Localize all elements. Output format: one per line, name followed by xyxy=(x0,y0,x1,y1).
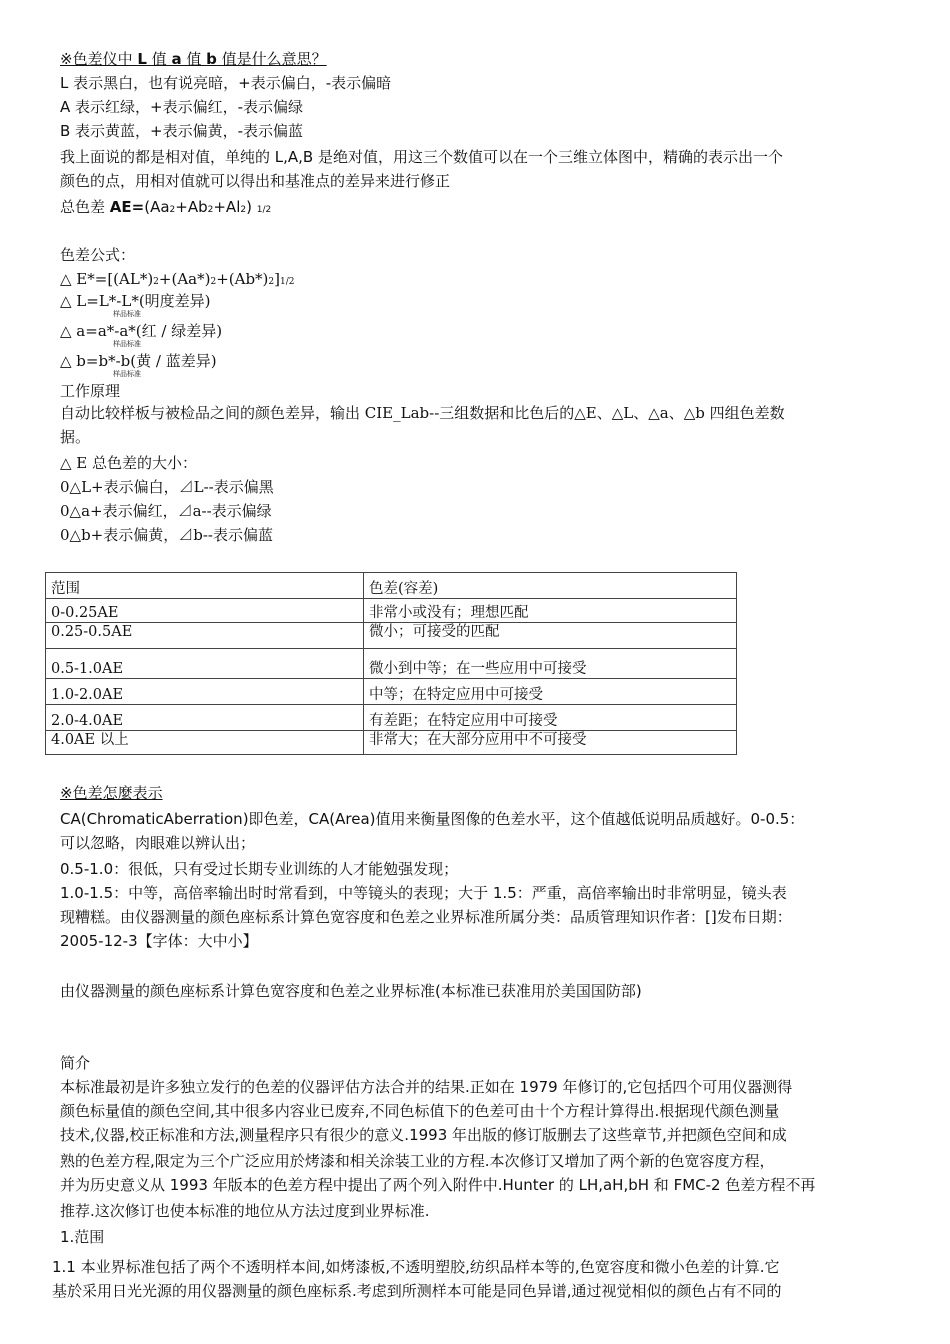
formula-text: +(Aa*) xyxy=(158,270,211,288)
table-cell: 非常大；在大部分应用中不可接受 xyxy=(364,731,737,755)
text-line: 1.1 本业界标准包括了两个不透明样本间,如烤漆板,不透明塑胶,纺织品样本等的,色宽容度和微小色差的计算.它 xyxy=(52,1258,780,1276)
text-line: 0△L+表示偏白，⊿L--表示偏黑 xyxy=(60,478,274,496)
delta-e-formula xyxy=(60,268,295,290)
formula-subscript: 2 xyxy=(153,277,159,287)
table-row xyxy=(46,731,737,755)
text-line: 颜色标量值的颜色空间,其中很多内容业已废弃,不同色标值下的色差可由十个方程计算得出.根据现代颜色测量 xyxy=(60,1102,780,1120)
formula-subscript: 2 xyxy=(210,277,217,287)
delta-b-formula: △ b=b*-b(黄 / 蓝差异) xyxy=(60,352,217,370)
formula-text: Aa xyxy=(150,198,170,216)
formula-exponent: 1/2 xyxy=(256,205,272,215)
formula-subscript: 2 xyxy=(268,277,275,287)
table-cell: 4.0AE 以上 xyxy=(46,731,364,755)
table-header-cell: 范围 xyxy=(46,573,364,599)
text-line: 我上面说的都是相对值，单纯的 L,A,B 是绝对值，用这三个数值可以在一个三维立体图中，精确的表示出一个 xyxy=(60,148,783,166)
delta-l-formula: △ L=L*-L*(明度差异) xyxy=(60,292,211,310)
table-cell: 2.0-4.0AE xyxy=(46,705,364,731)
table-row xyxy=(46,649,737,679)
section-title: 简介 xyxy=(60,1054,91,1072)
table-cell: 有差距；在特定应用中可接受 xyxy=(364,705,737,731)
text-line: 0△b+表示偏黄，⊿b--表示偏蓝 xyxy=(60,526,273,544)
section-title: 色差公式： xyxy=(60,246,136,264)
formula-text: ] xyxy=(274,270,281,288)
text-line: CA(ChromaticAberration)即色差，CA(Area)值用来衡量图像的色差水平，这个值越低说明品质越好。0-0.5： xyxy=(60,810,805,828)
heading-b: b xyxy=(206,50,217,68)
section-title: 工作原理 xyxy=(60,382,121,400)
formula-subscript: 2 xyxy=(169,205,176,215)
text-line: 并为历史意义从 1993 年版本的色差方程中提出了两个列入附件中.Hunter 的 LH,aH,bH 和 FMC-2 色差方程不再 xyxy=(60,1176,816,1194)
table-row xyxy=(46,599,737,623)
heading-text: 值 xyxy=(146,50,172,68)
delta-a-formula: △ a=a*-a*(红 / 绿差异) xyxy=(60,322,223,340)
text-line: B 表示黄蓝，+表示偏黄，-表示偏蓝 xyxy=(60,122,304,140)
formula-text: △ E*=[(AL*) xyxy=(60,270,154,288)
text-line: 可以忽略，肉眼难以辨认出； xyxy=(60,834,256,852)
text-line: 熟的色差方程,限定为三个广泛应用於烤漆和相关涂装工业的方程.本次修订又增加了两个新的色宽容度方程， xyxy=(60,1152,775,1170)
formula-exponent: 1/2 xyxy=(280,277,295,287)
formula-text: +(Ab*) xyxy=(216,270,269,288)
table-row xyxy=(46,705,737,731)
text-line: 基於采用日光光源的用仪器测量的颜色座标系.考虑到所测样本可能是同色异谱,通过视觉相似的颜色占有不同的 xyxy=(52,1282,782,1300)
formula-text: 总色差 xyxy=(60,198,110,216)
text-line: 本标准最初是许多独立发行的色差的仪器评估方法合并的结果.正如在 1979 年修订的,它包括四个可用仪器测得 xyxy=(60,1078,793,1096)
text-line: 0.5-1.0：很低，只有受过长期专业训练的人才能勉强发现； xyxy=(60,860,459,878)
formula-subscript: 2 xyxy=(240,205,247,215)
table-row xyxy=(46,623,737,649)
table-header-cell: 色差(容差) xyxy=(364,573,737,599)
color-difference-table xyxy=(45,572,737,755)
sample-standard-label: 样品标准 xyxy=(113,370,141,378)
heading-a: a xyxy=(171,50,182,68)
table-cell: 非常小或没有；理想匹配 xyxy=(364,599,737,623)
text-line: L 表示黑白，也有说亮暗，+表示偏白，-表示偏暗 xyxy=(60,74,392,92)
heading-l: L xyxy=(137,50,147,68)
section-title: ※色差怎麼表示 xyxy=(60,784,163,802)
formula-text: +Al xyxy=(213,198,241,216)
text-line: 推荐.这次修订也使本标准的地位从方法过度到业界标准. xyxy=(60,1202,430,1220)
table-cell: 0.25-0.5AE xyxy=(46,623,364,649)
table-cell: 微小到中等；在一些应用中可接受 xyxy=(364,649,737,679)
text-line: 据。 xyxy=(60,428,91,446)
formula-text: ) xyxy=(246,198,252,216)
text-line: 1.0-1.5：中等，高倍率输出时时常看到，中等镜头的表现；大于 1.5：严重，高倍率输出时非常明显，镜头表 xyxy=(60,884,787,902)
formula-text: ( xyxy=(144,198,151,216)
heading-lab-meaning xyxy=(60,48,327,70)
formula-subscript: 2 xyxy=(207,205,214,215)
section-title: 1.范围 xyxy=(60,1228,105,1246)
sample-standard-label: 样品标准 xyxy=(113,310,141,318)
heading-text: 值是什么意思？ xyxy=(216,50,327,68)
heading-text: ※色差仪中 xyxy=(60,50,138,68)
heading-text: 值 xyxy=(181,50,207,68)
text-line: 2005-12-3【字体：大中小】 xyxy=(60,932,258,950)
text-line: 0△a+表示偏红，⊿a--表示偏绿 xyxy=(60,502,272,520)
sample-standard-label: 样品标准 xyxy=(113,340,141,348)
table-cell: 中等；在特定应用中可接受 xyxy=(364,679,737,705)
text-line: 现糟糕。由仪器测量的颜色座标系计算色宽容度和色差之业界标准所属分类：品质管理知识作者：[]发布日期： xyxy=(60,908,792,926)
text-line: A 表示红绿，+表示偏红，-表示偏绿 xyxy=(60,98,304,116)
table-cell: 0.5-1.0AE xyxy=(46,649,364,679)
text-line: 颜色的点，用相对值就可以得出和基准点的差异来进行修正 xyxy=(60,172,451,190)
standard-title: 由仪器测量的颜色座标系计算色宽容度和色差之业界标准(本标准已获准用於美国国防部) xyxy=(60,982,642,1000)
table-cell: 1.0-2.0AE xyxy=(46,679,364,705)
formula-text: AE= xyxy=(109,198,145,216)
text-line: 技术,仪器,校正标准和方法,测量程序只有很少的意义.1993 年出版的修订版删去了这些章节,并把颜色空间和成 xyxy=(60,1126,787,1144)
table-cell: 微小；可接受的匹配 xyxy=(364,623,737,649)
formula-text: +Ab xyxy=(175,198,208,216)
table-cell: 0-0.25AE xyxy=(46,599,364,623)
table-row xyxy=(46,679,737,705)
total-color-difference-formula xyxy=(60,196,271,218)
text-line: △ E 总色差的大小： xyxy=(60,454,198,472)
text-line: 自动比较样板与被检品之间的颜色差异，输出 CIE_Lab--三组数据和比色后的△E、△L、△a、△b 四组色差数 xyxy=(60,404,785,422)
table-header-row xyxy=(46,573,737,599)
